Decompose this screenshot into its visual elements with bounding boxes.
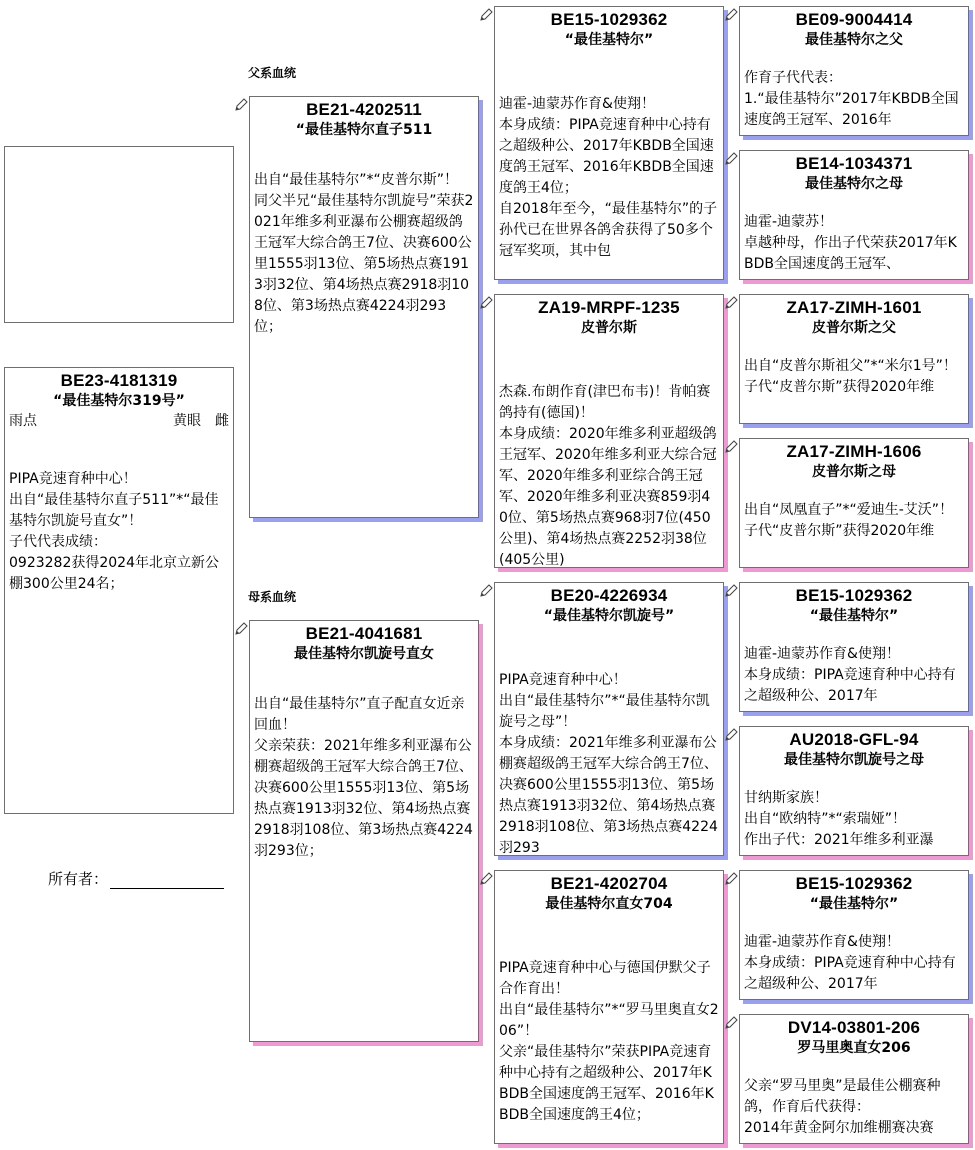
dds-card [739, 870, 969, 1000]
sss-description: 作育子代代表： 1.“最佳基特尔”2017年KBDB全国速度鸽王冠军、2016年 [744, 70, 959, 128]
sire-ring-number: BE21-4202511 [306, 100, 422, 119]
pen-icon[interactable] [724, 728, 738, 742]
owner-blank[interactable] [110, 872, 224, 889]
ddd-ring-number: DV14-03801-206 [787, 1018, 921, 1037]
pen-icon[interactable] [724, 8, 738, 22]
ddd-description: 父亲“罗马里奥”是最佳公棚赛种鸽，作育后代获得： 2014年黄金阿尔加维棚赛决赛 [744, 1078, 941, 1136]
owner-label: 所有者： [48, 870, 109, 888]
dam-name: 最佳基特尔凯旋号直女 [294, 646, 434, 662]
sire-sire-description: 迪霍-迪蒙苏作育&使翔！ 本身成绩：PIPA竞速育种中心持有之超级种公、2017年KBDB全国速度鸽王冠军、2016年KBDB全国速度鸽王4位； 自2018年至今，“最佳基特尔”的子孙代已在世界各鸽舍获得了50多个冠军奖项，其中包 [499, 96, 718, 259]
sire-dam-name: 皮普尔斯 [581, 320, 637, 336]
dam-dam-ring-number: BE21-4202704 [550, 874, 668, 893]
sire-dam-description: 杰森.布朗作育(津巴布韦)！肯帕赛鸽持有(德国)！ 本身成绩：2020年维多利亚超级鸽王冠军、2020年维多利亚大综合冠军、2020年维多利亚综合鸽王冠军、2020年维多利亚决赛859羽40位、第5场热点赛968羽7位(450公里)、第4场热点赛2252羽38位(405公里) [499, 384, 717, 568]
dam-dam-description: PIPA竞速育种中心与德国伊默父子合作育出！ 出自“最佳基特尔”*“罗马里奥直女206”！ 父亲“最佳基特尔”荣获PIPA竞速育种中心持有之超级种公、2017年KBDB全国速度鸽王冠军、2016年KBDB全国速度鸽王4位； [499, 960, 719, 1123]
dds-name: “最佳基特尔” [809, 896, 899, 912]
dss-card [739, 582, 969, 712]
subject-ring-number: BE23-4181319 [60, 371, 178, 390]
subject-sex: 雌 [215, 413, 229, 429]
sire-description: 出自“最佳基特尔”*“皮普尔斯”！ 同父半兄“最佳基特尔凯旋号”荣获2021年维多利亚瀑布公棚赛超级鸽王冠军大综合鸽王7位、决赛600公里1555羽13位、第5场热点赛1913羽32位、第4场热点赛2918羽108位、第3场热点赛4224羽293位； [254, 172, 474, 335]
sss-name: 最佳基特尔之父 [805, 32, 903, 48]
sds-card [739, 294, 969, 424]
sss-ring-number: BE09-9004414 [795, 10, 913, 29]
sdd-card [739, 438, 969, 568]
pen-icon[interactable] [724, 872, 738, 886]
pen-icon[interactable] [234, 98, 248, 112]
sire-name: “最佳基特尔直子511 [295, 122, 433, 138]
pen-icon[interactable] [724, 584, 738, 598]
dsd-description: 甘纳斯家族！ 出自“欧纳特”*“索瑞娅”！ 作出子代：2021年维多利亚瀑 [744, 790, 934, 848]
pen-icon[interactable] [724, 440, 738, 454]
ddd-name: 罗马里奥直女206 [797, 1040, 911, 1056]
sire-sire-name: “最佳基特尔” [564, 32, 654, 48]
dam-ring-number: BE21-4041681 [305, 624, 423, 643]
subject-card [4, 367, 234, 814]
dss-name: “最佳基特尔” [809, 608, 899, 624]
dam-sire-description: PIPA竞速育种中心！ 出自“最佳基特尔”*“最佳基特尔凯旋号之母”！ 本身成绩：2021年维多利亚瀑布公棚赛超级鸽王冠军大综合鸽王7位、决赛600公里1555羽13位、第5场热点赛1913羽32位、第4场热点赛2918羽108位、第3场热点赛4224羽293 [499, 672, 718, 856]
sire-line-label: 父系血统 [248, 66, 297, 80]
sire-dam-ring-number: ZA19-MRPF-1235 [538, 298, 680, 317]
subject-color: 雨点 [9, 413, 37, 429]
dam-sire-ring-number: BE20-4226934 [550, 586, 668, 605]
subject-name: “最佳基特尔319号” [53, 393, 185, 409]
owner-line [48, 868, 224, 889]
sdd-ring-number: ZA17-ZIMH-1606 [786, 442, 922, 461]
dam-description: 出自“最佳基特尔”直子配直女近亲回血！ 父亲荣获：2021年维多利亚瀑布公棚赛超级鸽王冠军大综合鸽王7位、决赛600公里1555羽13位、第5场热点赛1913羽32位、第4场热点赛2918羽108位、第3场热点赛4224羽293位； [254, 696, 473, 859]
subject-description: PIPA竞速育种中心！ 出自“最佳基特尔直子511”*“最佳基特尔凯旋号直女”！ 子代代表成绩： 0923282获得2024年北京立新公棚300公里24名； [9, 471, 219, 592]
sdd-name: 皮普尔斯之母 [812, 464, 896, 480]
ssd-description: 迪霍-迪蒙苏！ 卓越种母，作出子代荣获2017年KBDB全国速度鸽王冠军、 [744, 214, 957, 272]
photo-box [4, 146, 234, 323]
sire-dam-card [494, 294, 724, 568]
sss-card [739, 6, 969, 136]
subject-eye: 黄眼 [173, 413, 201, 429]
dam-line-label: 母系血统 [248, 590, 297, 604]
pen-icon[interactable] [479, 296, 493, 310]
dsd-name: 最佳基特尔凯旋号之母 [784, 752, 924, 768]
dds-ring-number: BE15-1029362 [795, 874, 913, 893]
ddd-card [739, 1014, 969, 1144]
ssd-name: 最佳基特尔之母 [805, 176, 903, 192]
dam-dam-name: 最佳基特尔直女704 [545, 896, 673, 912]
dam-sire-card [494, 582, 724, 856]
sds-name: 皮普尔斯之父 [812, 320, 896, 336]
sire-sire-ring-number: BE15-1029362 [550, 10, 668, 29]
dss-description: 迪霍-迪蒙苏作育&使翔！ 本身成绩：PIPA竞速育种中心持有之超级种公、2017年 [744, 646, 956, 704]
pen-icon[interactable] [234, 622, 248, 636]
pen-icon[interactable] [724, 296, 738, 310]
dam-card [249, 620, 479, 1042]
dam-dam-card [494, 870, 724, 1144]
pen-icon[interactable] [724, 152, 738, 166]
subject-attributes [5, 411, 233, 431]
pen-icon[interactable] [479, 584, 493, 598]
dss-ring-number: BE15-1029362 [795, 586, 913, 605]
ssd-ring-number: BE14-1034371 [795, 154, 913, 173]
sire-sire-card [494, 6, 724, 280]
ssd-card [739, 150, 969, 280]
sds-description: 出自“皮普尔斯祖父”*“米尔1号”！ 子代“皮普尔斯”获得2020年维 [744, 358, 957, 395]
pen-icon[interactable] [479, 872, 493, 886]
dsd-card [739, 726, 969, 856]
pen-icon[interactable] [724, 1016, 738, 1030]
pen-icon[interactable] [479, 8, 493, 22]
sdd-description: 出自“凤凰直子”*“爱迪生-艾沃”！ 子代“皮普尔斯”获得2020年维 [744, 502, 954, 539]
dds-description: 迪霍-迪蒙苏作育&使翔！ 本身成绩：PIPA竞速育种中心持有之超级种公、2017年 [744, 934, 956, 992]
dsd-ring-number: AU2018-GFL-94 [789, 730, 919, 749]
sds-ring-number: ZA17-ZIMH-1601 [786, 298, 922, 317]
sire-card [249, 96, 479, 518]
dam-sire-name: “最佳基特尔凯旋号” [543, 608, 675, 624]
